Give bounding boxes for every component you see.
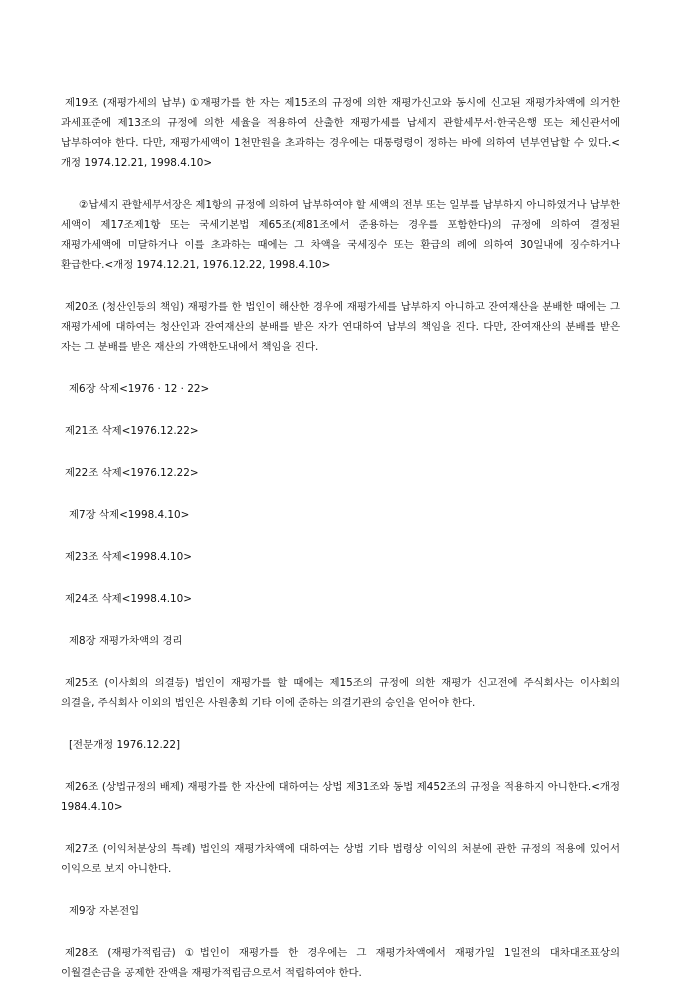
article-19-paragraph-1: 제19조 (재평가세의 납부) ①재평가를 한 자는 제15조의 규정에 의한 재평가신고와 동시에 신고된 재평가차액에 의거한 과세표준에 제13조의 규정에 의한 세율을 적용하여 산출한 재평가세를 납세지 관할세무서·한국은행 또는 체신관서에 납부하여야 한다. 다만, 재평가세액이 1천만원을 초과하는 경우에는 대통령령이 정하는 바에 의하여 년부연납할 수 있다.<개정 1974.12.21, 1998.4.10> xyxy=(61,97,620,169)
article-20-paragraph: 제20조 (청산인등의 책임) 재평가를 한 법인이 해산한 경우에 재평가세를 납부하지 아니하고 잔여재산을 분배한 때에는 그 재평가세에 대하여는 청산인과 잔여재산의 분배를 받은 자가 연대하여 납부의 책임을 진다. 다만, 잔여재산의 분배를 받은 자는 그 분배를 받은 재산의 가액한도내에서 책임을 진다. xyxy=(61,301,620,353)
article-25-paragraph: 제25조 (이사회의 의결등) 법인이 재평가를 할 때에는 제15조의 규정에 의한 재평가 신고전에 주식회사는 이사회의 의결을, 주식회사 이외의 법인은 사원총회 기타 이에 준하는 의결기관의 승인을 얻어야 한다. xyxy=(61,677,620,709)
article-25-revision-note: [전문개정 1976.12.22] xyxy=(69,739,181,751)
chapter-7-heading: 제7장 삭제<1998.4.10> xyxy=(69,509,190,521)
chapter-8-heading: 제8장 재평가차액의 경리 xyxy=(69,635,183,647)
article-21-line: 제21조 삭제<1976.12.22> xyxy=(65,425,199,437)
chapter-9-heading: 제9장 자본전입 xyxy=(69,905,140,917)
article-27-paragraph: 제27조 (이익처분상의 특례) 법인의 재평가차액에 대하여는 상법 기타 법령상 이익의 처분에 관한 규정의 적용에 있어서 이익으로 보지 아니한다. xyxy=(61,843,620,875)
article-28-paragraph: 제28조 (재평가적립금) ①법인이 재평가를 한 경우에는 그 재평가차액에서 재평가일 1일전의 대차대조표상의 이월결손금을 공제한 잔액을 재평가적립금으로서 적립하여야 한다. xyxy=(61,947,620,979)
chapter-6-heading: 제6장 삭제<1976 · 12 · 22> xyxy=(69,383,210,395)
article-19-paragraph-2: ②납세지 관할세무서장은 제1항의 규정에 의하여 납부하여야 할 세액의 전부 또는 일부를 납부하지 아니하였거나 납부한 세액이 제17조제1항 또는 국세기본법 제65조(제81조에서 준용하는 경우를 포함한다)의 규정에 의하여 결정된 재평가세액에 미달하거나 이를 초과하는 때에는 그 차액을 국세징수 또는 환급의 례에 의하여 30일내에 징수하거나 환급한다.<개정 1974.12.21, 1976.12.22, 1998.4.10> xyxy=(61,199,620,271)
article-26-paragraph: 제26조 (상법규정의 배제) 재평가를 한 자산에 대하여는 상법 제31조와 동법 제452조의 규정을 적용하지 아니한다.<개정 1984.4.10> xyxy=(61,781,620,813)
article-22-line: 제22조 삭제<1976.12.22> xyxy=(65,467,199,479)
article-23-line: 제23조 삭제<1998.4.10> xyxy=(65,551,192,563)
article-24-line: 제24조 삭제<1998.4.10> xyxy=(65,593,192,605)
